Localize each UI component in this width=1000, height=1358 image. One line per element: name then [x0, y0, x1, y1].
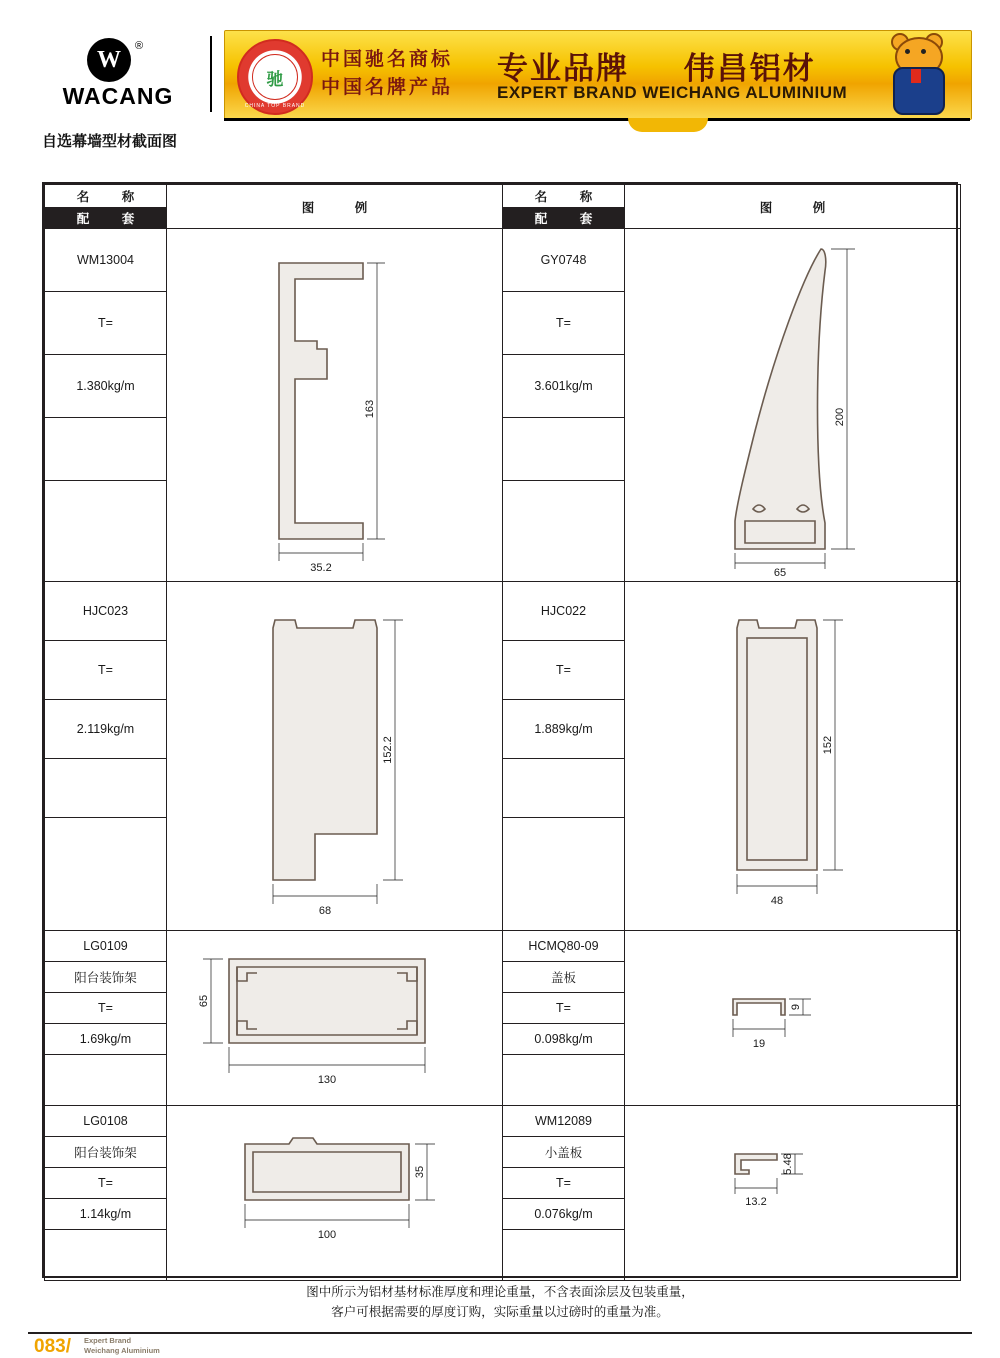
logo-letter: W: [97, 47, 121, 73]
profile-code: LG0108: [45, 1106, 166, 1137]
empty-cell: [503, 818, 624, 931]
china-marks: [321, 45, 487, 101]
profile-weight: 1.14kg/m: [45, 1199, 166, 1230]
thickness-label: T=: [45, 641, 166, 700]
empty-cell: [45, 1055, 166, 1106]
profile-weight: 0.098kg/m: [503, 1024, 624, 1055]
dimension-height: 5.48: [782, 1153, 794, 1175]
dimension-height: 9: [790, 1003, 802, 1011]
table-row: [45, 582, 961, 931]
header-name-right: 名 称: [503, 185, 625, 208]
dimension-height: 65: [198, 994, 210, 1008]
profile-weight: 1.69kg/m: [45, 1024, 166, 1055]
dimension-width: 100: [317, 1229, 337, 1241]
header-figure-right: 图 例: [625, 185, 961, 229]
header-sub-left: 配 套: [45, 208, 167, 229]
profile-weight: 1.889kg/m: [503, 700, 624, 759]
footer-brand-line-2: Weichang Aluminium: [84, 1346, 160, 1355]
page-title: 自选幕墙型材截面图: [42, 132, 178, 150]
logo-circle: [87, 38, 131, 82]
footer-note-line-1: 图中所示为铝材基材标准厚度和理论重量，不含表面涂层及包装重量，: [306, 1284, 694, 1299]
profile-code: HJC022: [503, 582, 624, 641]
empty-cell: [45, 481, 166, 582]
empty-cell: [45, 759, 166, 818]
footer-note: [0, 1282, 1000, 1322]
seal-core: [252, 54, 298, 100]
header-underline: [224, 118, 970, 121]
footer-rule: [28, 1332, 972, 1334]
brand-banner: [224, 30, 972, 120]
thickness-label: T=: [45, 292, 166, 355]
profile-subname: 阳台装饰架: [45, 962, 166, 993]
seal-ring-text: CHINA TOP BRAND: [244, 103, 306, 109]
header-name-left: 名 称: [45, 185, 167, 208]
profile-code: LG0109: [45, 931, 166, 962]
china-mark-line-1: 中国驰名商标: [321, 48, 454, 70]
profile-figure-hjc022: [625, 582, 961, 931]
footer-brand-en: [84, 1336, 160, 1356]
profile-code: WM12089: [503, 1106, 624, 1137]
profile-figure-wm13004: [167, 229, 503, 582]
profile-figure-wm12089: [625, 1106, 961, 1281]
dimension-width: 68: [318, 905, 332, 917]
page-number-value: 083: [34, 1336, 66, 1357]
logo-wordmark: WACANG: [62, 83, 174, 109]
dimension-width: 48: [770, 895, 784, 907]
profile-code: HCMQ80-09: [503, 931, 624, 962]
dimension-width: 65: [773, 567, 787, 579]
china-mark-line-2: 中国名牌产品: [321, 76, 454, 98]
dimension-width: 13.2: [745, 1196, 767, 1208]
dimension-width: 19: [752, 1038, 766, 1050]
table-header-row: [45, 185, 961, 208]
header-divider: [210, 36, 212, 112]
footer-brand-line-1: Expert Brand: [84, 1336, 132, 1345]
profile-subname: 小盖板: [503, 1137, 624, 1168]
empty-cell: [503, 1230, 624, 1281]
profile-weight: 1.380kg/m: [45, 355, 166, 418]
brand-title-cn-2: 伟昌铝材: [683, 51, 816, 87]
thickness-label: T=: [45, 993, 166, 1024]
profile-figure-lg0108: [167, 1106, 503, 1281]
profile-figure-hjc023: [167, 582, 503, 931]
header-figure-left: 图 例: [167, 185, 503, 229]
mascot-eye-right: [921, 49, 926, 54]
brand-title-cn-1: 专业品牌: [497, 51, 629, 87]
dimension-height: 152: [822, 735, 834, 755]
footer-note-line-2: 客户可根据需要的厚度订购，实际重量以过磅时的重量为准。: [331, 1304, 669, 1319]
registered-mark: ®: [135, 40, 144, 52]
dimension-height: 200: [834, 407, 846, 427]
company-logo: [38, 34, 198, 114]
profile-weight: 0.076kg/m: [503, 1199, 624, 1230]
profile-weight: 3.601kg/m: [503, 355, 624, 418]
dimension-width: 130: [317, 1074, 337, 1086]
empty-cell: [45, 818, 166, 931]
empty-cell: [503, 759, 624, 818]
wacang-logo-icon: [87, 38, 149, 80]
profile-figure-hcmq80-09: [625, 931, 961, 1106]
mascot-tie: [911, 69, 921, 83]
header-sub-right: 配 套: [503, 208, 625, 229]
mascot-eye-left: [905, 49, 910, 54]
dimension-width: 35.2: [310, 562, 332, 574]
profile-figure-lg0109: [167, 931, 503, 1106]
empty-cell: [503, 481, 624, 582]
empty-cell: [45, 418, 166, 481]
profile-subname: 盖板: [503, 962, 624, 993]
thickness-label: T=: [503, 292, 624, 355]
thickness-label: T=: [503, 1168, 624, 1199]
page-number-slash: /: [65, 1336, 71, 1357]
profile-subname: 阳台装饰架: [45, 1137, 166, 1168]
profile-weight: 2.119kg/m: [45, 700, 166, 759]
seal-center-text: 驰: [266, 69, 284, 89]
empty-cell: [45, 1230, 166, 1281]
profile-code: GY0748: [503, 229, 624, 292]
thickness-label: T=: [503, 993, 624, 1024]
empty-cell: [503, 1055, 624, 1106]
brand-title-en: EXPERT BRAND WEICHANG ALUMINIUM: [497, 83, 848, 102]
page-header: [28, 28, 972, 120]
table-row: [45, 931, 961, 1106]
profile-code: HJC023: [45, 582, 166, 641]
profiles-table: [42, 182, 958, 1278]
brand-title-cn: [497, 43, 816, 88]
page-number: [34, 1336, 71, 1358]
mascot-tiger-icon: [877, 33, 963, 119]
china-top-brand-seal-icon: [237, 39, 313, 115]
empty-cell: [503, 418, 624, 481]
profile-figure-gy0748: [625, 229, 961, 582]
dimension-height: 163: [364, 399, 376, 419]
header-gold-tab: [628, 118, 708, 132]
thickness-label: T=: [503, 641, 624, 700]
thickness-label: T=: [45, 1168, 166, 1199]
table-row: [45, 1106, 961, 1281]
profile-code: WM13004: [45, 229, 166, 292]
dimension-height: 35: [414, 1165, 426, 1179]
table-row: [45, 229, 961, 582]
dimension-height: 152.2: [382, 736, 394, 764]
